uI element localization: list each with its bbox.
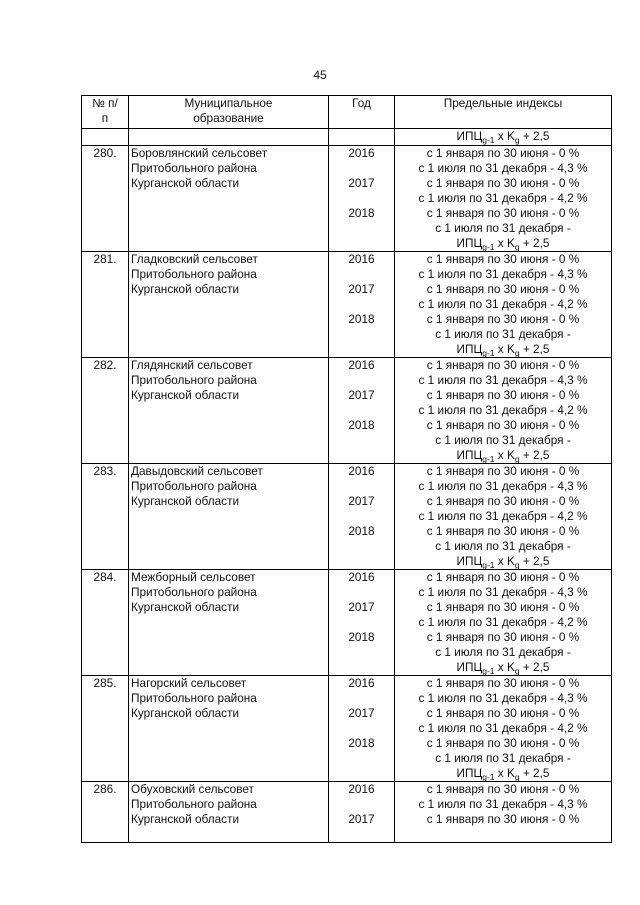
formula-plus: + 2,5 — [519, 236, 550, 250]
year-value: 2017 — [348, 706, 375, 720]
formula-sub-g1: g-1 — [482, 666, 495, 676]
index-line: с 1 января по 30 июня - 0 % — [426, 676, 580, 690]
index-line: с 1 января по 30 июня - 0 % — [426, 570, 580, 584]
carry-over-row — [82, 129, 612, 146]
row-number: 286. — [82, 782, 129, 843]
formula-text — [397, 342, 609, 357]
formula-plus: + 2,5 — [519, 129, 550, 143]
carry-over-indices — [395, 129, 612, 146]
municipality-cell — [129, 676, 329, 782]
index-line: с 1 июля по 31 декабря - — [435, 751, 571, 765]
formula-sub-g1: g-1 — [482, 772, 495, 782]
table-row — [82, 676, 612, 782]
formula-sub-g: g — [514, 454, 520, 464]
formula-prefix: ИПЦ — [456, 448, 483, 462]
formula-sub-g1: g-1 — [482, 348, 495, 358]
municipality-name-line: Нагорский сельсовет — [131, 676, 247, 690]
limit-indices-table — [81, 95, 612, 843]
index-line: с 1 июля по 31 декабря - 4,3 % — [418, 373, 588, 387]
index-line: с 1 января по 30 июня - 0 % — [426, 494, 580, 508]
carry-over-num — [82, 129, 129, 146]
municipality-name-line: Курганской области — [131, 494, 240, 508]
year-value: 2016 — [348, 252, 375, 266]
index-line: с 1 января по 30 июня - 0 % — [426, 782, 580, 796]
formula-prefix: ИПЦ — [456, 236, 483, 250]
indices-cell — [395, 782, 612, 843]
municipality-name-line: Глядянский сельсовет — [131, 358, 253, 372]
formula-times: x K — [494, 554, 515, 568]
index-line: с 1 июля по 31 декабря - — [435, 539, 571, 553]
index-line: с 1 июля по 31 декабря - 4,3 % — [418, 691, 588, 705]
year-value: 2017 — [348, 282, 375, 296]
municipality-name-line: Притобольного района — [131, 797, 257, 811]
table-row — [82, 782, 612, 843]
index-line: с 1 июля по 31 декабря - 4,3 % — [418, 267, 588, 281]
indices-cell — [395, 464, 612, 570]
formula-text — [397, 554, 609, 569]
index-line: с 1 июля по 31 декабря - 4,3 % — [418, 479, 588, 493]
header-indices — [395, 96, 612, 129]
year-value: 2017 — [348, 812, 375, 826]
index-line: с 1 января по 30 июня - 0 % — [426, 812, 580, 826]
index-line: с 1 января по 30 июня - 0 % — [426, 176, 580, 190]
header-municipality-label: Муниципальное образование — [184, 96, 273, 125]
table-row — [82, 146, 612, 252]
formula-sub-g1: g-1 — [482, 242, 495, 252]
municipality-name-line: Боровлянский сельсовет — [131, 146, 268, 160]
formula-plus: + 2,5 — [519, 554, 550, 568]
municipality-name-line: Притобольного района — [131, 161, 257, 175]
municipality-name-line: Курганской области — [131, 388, 240, 402]
header-num-label: № п/п — [92, 96, 118, 125]
index-line: с 1 июля по 31 декабря - — [435, 433, 571, 447]
header-num — [82, 96, 129, 129]
year-cell — [329, 146, 395, 252]
index-line: с 1 января по 30 июня - 0 % — [426, 388, 580, 402]
carry-over-year — [329, 129, 395, 146]
formula-times: x K — [494, 342, 515, 356]
table-row — [82, 464, 612, 570]
index-line: с 1 января по 30 июня - 0 % — [426, 706, 580, 720]
municipality-cell — [129, 570, 329, 676]
formula-text — [397, 236, 609, 251]
municipality-cell — [129, 146, 329, 252]
index-line: с 1 января по 30 июня - 0 % — [426, 418, 580, 432]
municipality-name-line: Курганской области — [131, 176, 240, 190]
municipality-name-line: Курганской области — [131, 706, 240, 720]
municipality-name-line: Притобольного района — [131, 373, 257, 387]
formula-prefix: ИПЦ — [456, 766, 483, 780]
formula-sub-g: g — [514, 242, 520, 252]
header-municipality — [129, 96, 329, 129]
year-cell — [329, 570, 395, 676]
formula-sub-g: g — [514, 772, 520, 782]
header-year — [329, 96, 395, 129]
index-line: с 1 июля по 31 декабря - 4,2 % — [418, 615, 588, 629]
indices-cell — [395, 676, 612, 782]
index-line: с 1 января по 30 июня - 0 % — [426, 252, 580, 266]
index-line: с 1 января по 30 июня - 0 % — [426, 358, 580, 372]
indices-cell — [395, 358, 612, 464]
row-number: 280. — [82, 146, 129, 252]
formula-sub-g1: g-1 — [482, 454, 495, 464]
index-line: с 1 января по 30 июня - 0 % — [426, 524, 580, 538]
index-line: с 1 января по 30 июня - 0 % — [426, 630, 580, 644]
year-value: 2017 — [348, 176, 375, 190]
formula-plus: + 2,5 — [519, 660, 550, 674]
year-value: 2016 — [348, 464, 375, 478]
index-line: с 1 января по 30 июня - 0 % — [426, 464, 580, 478]
table-row — [82, 570, 612, 676]
formula-prefix: ИПЦ — [456, 342, 483, 356]
formula-times: x K — [494, 236, 515, 250]
index-line: с 1 января по 30 июня - 0 % — [426, 600, 580, 614]
year-value: 2016 — [348, 782, 375, 796]
page-number: 45 — [313, 68, 327, 82]
year-value: 2017 — [348, 494, 375, 508]
year-value: 2018 — [348, 524, 375, 538]
municipality-cell — [129, 782, 329, 843]
municipality-name-line: Курганской области — [131, 282, 240, 296]
index-line: с 1 января по 30 июня - 0 % — [426, 736, 580, 750]
index-line: с 1 июля по 31 декабря - 4,3 % — [418, 161, 588, 175]
index-line: с 1 июля по 31 декабря - 4,2 % — [418, 509, 588, 523]
municipality-name-line: Притобольного района — [131, 267, 257, 281]
municipality-name-line: Притобольного района — [131, 479, 257, 493]
year-cell — [329, 252, 395, 358]
year-value: 2018 — [348, 630, 375, 644]
formula-text — [397, 129, 609, 144]
year-value: 2018 — [348, 418, 375, 432]
formula-times: x K — [494, 129, 515, 143]
municipality-name-line: Гладковский сельсовет — [131, 252, 258, 266]
year-cell — [329, 358, 395, 464]
formula-times: x K — [494, 660, 515, 674]
table-row — [82, 358, 612, 464]
formula-text — [397, 448, 609, 463]
row-number: 281. — [82, 252, 129, 358]
formula-prefix: ИПЦ — [456, 129, 483, 143]
year-value: 2018 — [348, 312, 375, 326]
header-indices-label: Предельные индексы — [443, 96, 563, 110]
formula-plus: + 2,5 — [519, 766, 550, 780]
municipality-name-line: Межборный сельсовет — [131, 570, 256, 584]
year-value: 2016 — [348, 146, 375, 160]
row-number: 285. — [82, 676, 129, 782]
municipality-cell — [129, 464, 329, 570]
formula-times: x K — [494, 766, 515, 780]
municipality-name-line: Курганской области — [131, 812, 240, 826]
index-line: с 1 июля по 31 декабря - — [435, 221, 571, 235]
municipality-name-line: Курганской области — [131, 600, 240, 614]
year-value: 2018 — [348, 736, 375, 750]
formula-sub-g: g — [514, 348, 520, 358]
formula-sub-g1: g-1 — [482, 560, 495, 570]
index-line: с 1 января по 30 июня - 0 % — [426, 146, 580, 160]
year-cell — [329, 676, 395, 782]
row-number: 283. — [82, 464, 129, 570]
formula-times: x K — [494, 448, 515, 462]
index-line: с 1 июля по 31 декабря - 4,2 % — [418, 191, 588, 205]
municipality-name-line: Притобольного района — [131, 691, 257, 705]
index-line: с 1 января по 30 июня - 0 % — [426, 312, 580, 326]
year-value: 2016 — [348, 676, 375, 690]
formula-sub-g1: g-1 — [482, 135, 495, 145]
index-line: с 1 января по 30 июня - 0 % — [426, 206, 580, 220]
formula-prefix: ИПЦ — [456, 660, 483, 674]
row-number: 284. — [82, 570, 129, 676]
formula-text — [397, 766, 609, 781]
index-line: с 1 июля по 31 декабря - 4,3 % — [418, 585, 588, 599]
table-header-row — [82, 96, 612, 129]
index-line: с 1 июля по 31 декабря - — [435, 645, 571, 659]
index-line: с 1 июля по 31 декабря - 4,2 % — [418, 297, 588, 311]
municipality-cell — [129, 358, 329, 464]
formula-sub-g: g — [514, 666, 520, 676]
index-line: с 1 января по 30 июня - 0 % — [426, 282, 580, 296]
municipality-cell — [129, 252, 329, 358]
year-value: 2018 — [348, 206, 375, 220]
year-value: 2016 — [348, 570, 375, 584]
formula-sub-g: g — [514, 135, 520, 145]
year-cell — [329, 464, 395, 570]
header-year-label: Год — [352, 96, 371, 110]
formula-plus: + 2,5 — [519, 448, 550, 462]
municipality-name-line: Давыдовский сельсовет — [131, 464, 263, 478]
index-line: с 1 июля по 31 декабря - 4,3 % — [418, 797, 588, 811]
municipality-name-line: Притобольного района — [131, 585, 257, 599]
indices-cell — [395, 146, 612, 252]
year-value: 2017 — [348, 388, 375, 402]
formula-prefix: ИПЦ — [456, 554, 483, 568]
formula-text — [397, 660, 609, 675]
index-line: с 1 июля по 31 декабря - 4,2 % — [418, 721, 588, 735]
year-cell — [329, 782, 395, 843]
municipality-name-line: Обуховский сельсовет — [131, 782, 254, 796]
table-body — [82, 129, 612, 843]
index-line: с 1 июля по 31 декабря - 4,2 % — [418, 403, 588, 417]
formula-plus: + 2,5 — [519, 342, 550, 356]
formula-sub-g: g — [514, 560, 520, 570]
year-value: 2016 — [348, 358, 375, 372]
carry-over-municipality — [129, 129, 329, 146]
year-value: 2017 — [348, 600, 375, 614]
indices-cell — [395, 252, 612, 358]
index-line: с 1 июля по 31 декабря - — [435, 327, 571, 341]
indices-cell — [395, 570, 612, 676]
table-row — [82, 252, 612, 358]
row-number: 282. — [82, 358, 129, 464]
